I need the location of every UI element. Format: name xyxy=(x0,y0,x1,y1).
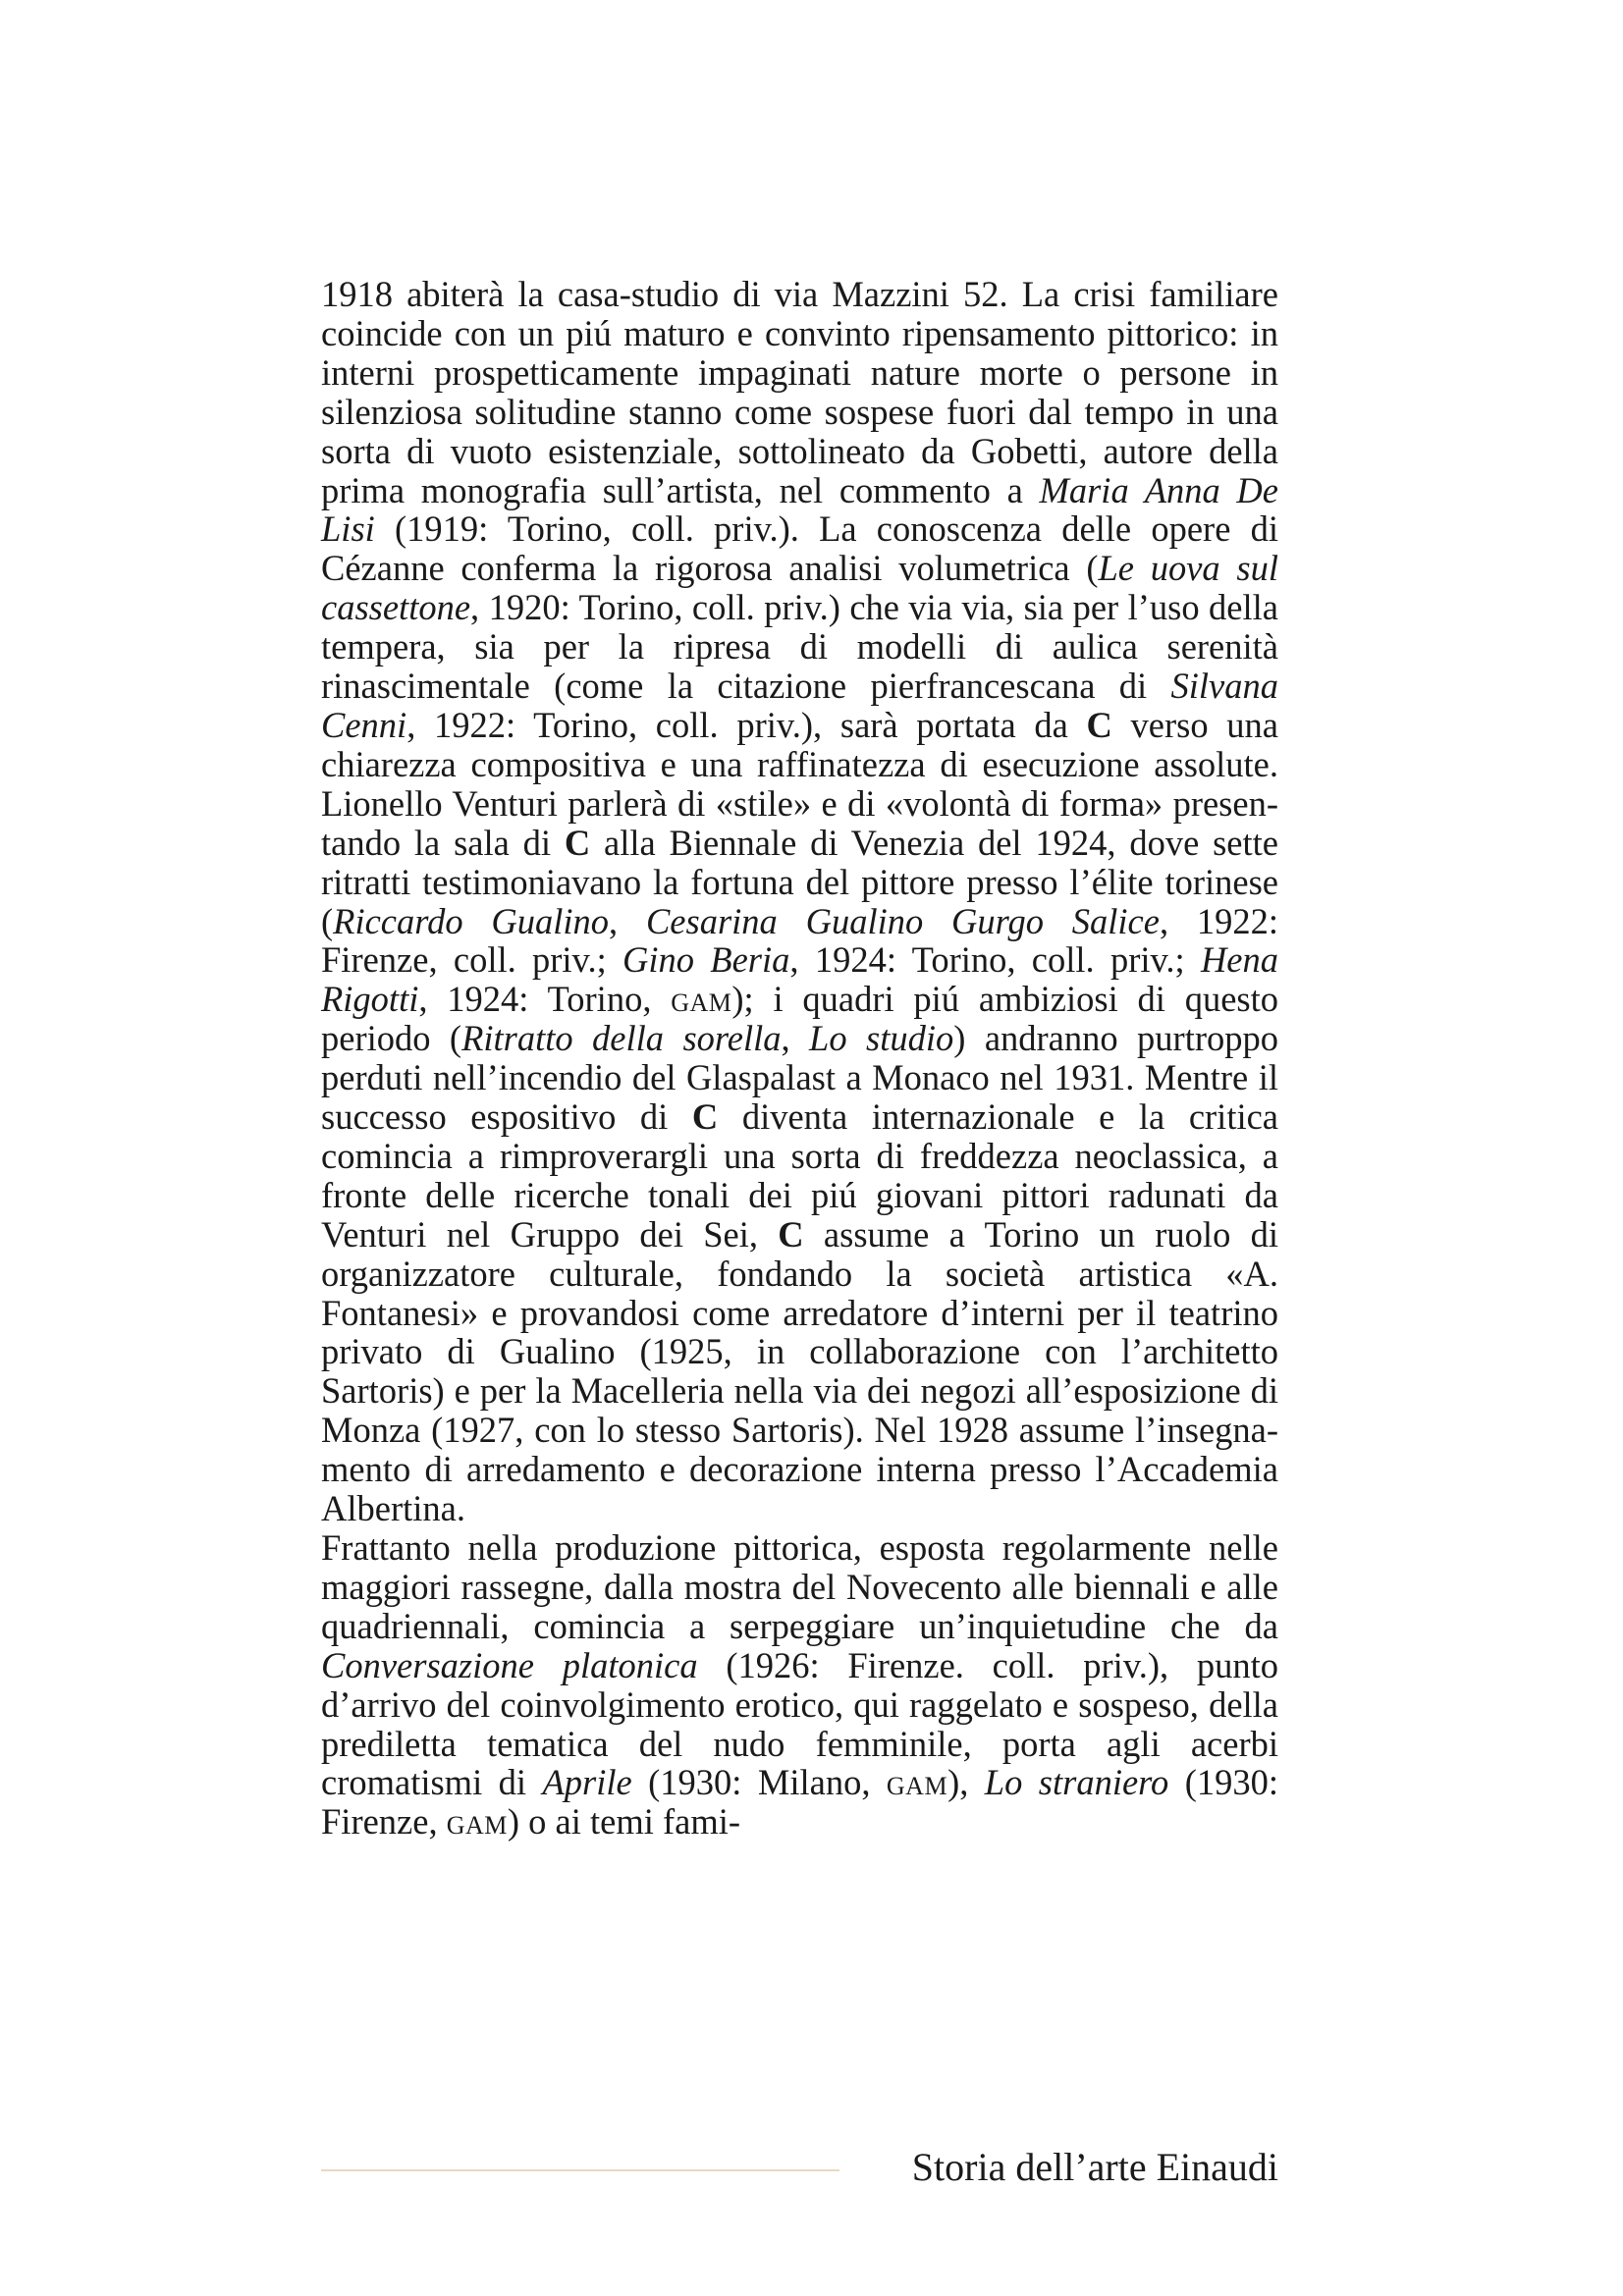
italic-title: Gino Beria xyxy=(622,939,790,981)
text-run: (1926: Firenze. coll. priv.), punto d’arrivo del coinvolgimento erotico, qui raggelato e sospeso, della prediletta tematica del nudo femminile, porta agli acerbi cromatismi di xyxy=(321,1644,1278,1803)
italic-title: Ritratto della sorella xyxy=(461,1018,782,1059)
italic-title: Le uova sul cassettone xyxy=(321,548,1278,628)
museum-abbrev: gam xyxy=(886,1762,948,1803)
museum-abbrev: gam xyxy=(446,1801,508,1842)
text-run: , 1924: Torino, coll. priv.; xyxy=(789,939,1201,981)
italic-title: Cesarina Gualino Gurgo Salice xyxy=(645,900,1160,941)
footer-title: Storia dell’arte Einaudi xyxy=(911,2145,1278,2189)
text-run: , 1920: Torino, coll. priv.) che via via, sia per l’uso della tempera, sia per la ripresa di modelli di aulica serenità rinascimentale (come la citazione pierfrancescana di xyxy=(321,587,1278,707)
body-text xyxy=(321,275,1278,1842)
italic-title: Silvana Cenni xyxy=(321,666,1278,745)
artist-initial: C xyxy=(778,1213,804,1255)
text-run: ) andranno purtroppo perduti nell’incendio del Glaspalast a Monaco nel 1931. Mentre il successo espositivo di xyxy=(321,1018,1278,1138)
paragraph-2 xyxy=(321,1528,1278,1842)
artist-initial: C xyxy=(691,1096,719,1138)
text-run: ), xyxy=(947,1762,985,1803)
italic-title: Hena Rigotti xyxy=(321,939,1279,1020)
museum-abbrev: gam xyxy=(671,979,732,1020)
text-run: 1918 abiterà la casa-studio di via Mazzini 52. La crisi familiare coincide con un piú maturo e convinto ripensamento pittorico: in interni prospetticamente impaginati nature morte o persone in silenziosa solitudine stanno come sospese fuori dal tempo in una sorta di vuoto esistenziale, sottolineato da Gobetti, autore della prima monografia sull’artista, nel commento a xyxy=(321,274,1278,510)
italic-title: Conversazione platonica xyxy=(321,1644,698,1685)
text-run: ) o ai temi fami- xyxy=(507,1801,741,1842)
text-run: verso una chiarezza compositiva e una raffinatezza di esecuzione assolute. Lionello Venturi parlerà di «stile» e di «volontà di forma» presentando la sala di xyxy=(321,704,1278,863)
text-run: , 1924: Torino, xyxy=(418,979,672,1020)
footer-rule xyxy=(321,2169,839,2171)
italic-title: Lo straniero xyxy=(984,1762,1169,1803)
italic-title: Aprile xyxy=(542,1762,632,1803)
paragraph-1 xyxy=(321,275,1278,1528)
text-run: (1930: Milano, xyxy=(631,1762,887,1803)
text-run: ); i quadri piú ambiziosi di questo periodo ( xyxy=(321,979,1278,1059)
italic-title: Maria Anna De Lisi xyxy=(321,469,1278,550)
text-run: diventa internazionale e la critica comincia a rimproverargli una sorta di freddezza neoclassica, a fronte delle ricerche tonali dei piú giovani pittori radunati da Venturi nel Gruppo dei Sei, xyxy=(321,1096,1278,1255)
italic-title: Riccardo Gualino xyxy=(333,900,610,941)
text-run: (1919: Torino, coll. priv.). La conoscenza delle opere di Cézanne conferma la rigorosa analisi volumetrica ( xyxy=(321,508,1278,589)
italic-title: Lo studio xyxy=(809,1018,954,1059)
artist-initial: C xyxy=(564,822,591,863)
text-run: Frattanto nella produzione pittorica, esposta regolarmente nelle maggiori rassegne, dalla mostra del Novecento alle biennali e alle quadriennali, comincia a serpeggiare un’inquietudine che da xyxy=(321,1527,1278,1646)
text-run: , xyxy=(609,900,646,941)
artist-initial: C xyxy=(1086,704,1112,745)
text-run: , 1922: Torino, coll. priv.), sarà portata da xyxy=(406,704,1087,745)
text-run: , xyxy=(781,1018,810,1059)
text-run: assume a Torino un ruolo di organizzatore culturale, fondando la società artistica «A. Fontanesi» e provandosi come arredatore d’interni per il teatrino privato di Gualino (1925, in collaborazione con l’architetto Sartoris) e per la Macelleria nella via dei negozi all’esposizione di Monza (1927, con lo stesso Sartoris). Nel 1928 assume l’insegnamento di arredamento e decorazione interna presso l’Accademia Albertina. xyxy=(321,1213,1278,1529)
text-run: (1930: Firenze, xyxy=(321,1762,1278,1842)
text-run: alla Biennale di Venezia del 1924, dove sette ritratti testimoniavano la fortuna del pittore presso l’élite torinese ( xyxy=(321,822,1278,941)
text-run: , 1922: Firenze, coll. priv.; xyxy=(321,900,1279,981)
